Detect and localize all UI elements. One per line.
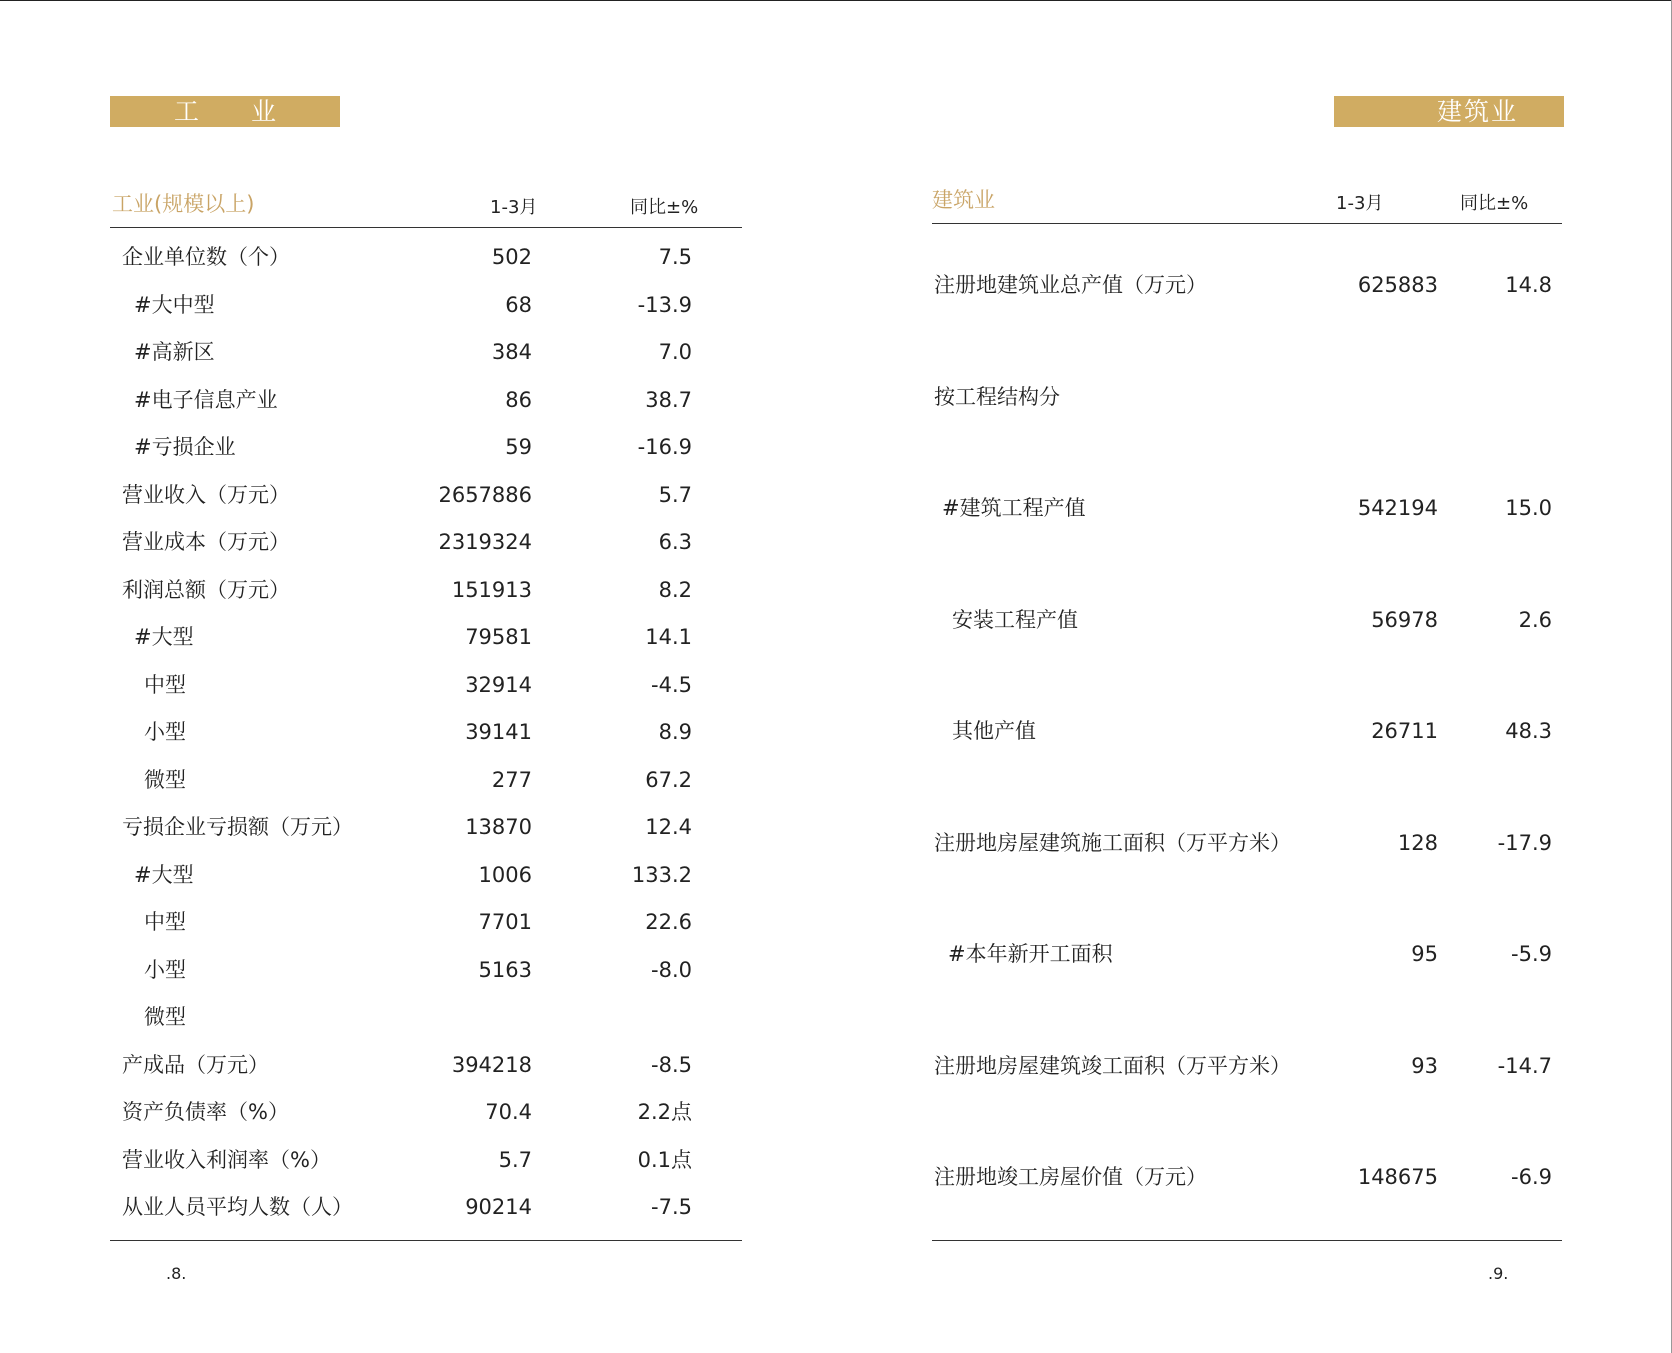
row-value: 68 [505,292,532,317]
row-label: 微型 [144,1005,186,1029]
row-value: 625883 [1357,273,1438,297]
row-yoy: 38.7 [645,387,692,412]
row-value: 277 [491,767,532,792]
row-value: 93 [1411,1053,1438,1078]
row-yoy: 5.7 [658,482,692,507]
table-row [122,480,702,510]
row-yoy: 8.9 [658,720,692,744]
row-value: 26711 [1371,719,1438,743]
row-value: 394218 [451,1052,532,1077]
table-row [122,432,702,462]
bottom-rule [110,1240,742,1241]
row-yoy: 15.0 [1505,496,1552,520]
table-row [122,622,702,652]
row-value: 542194 [1357,496,1438,520]
table-row [122,812,702,842]
table-row [934,605,1554,635]
row-yoy: -17.9 [1497,830,1552,855]
row-value: 86 [505,387,532,412]
row-yoy: 14.1 [645,625,692,649]
table-row [122,290,702,320]
table-title: 工业(规模以上) [112,192,255,216]
row-label: #本年新开工面积 [948,942,1113,966]
table-row [122,242,702,272]
row-value: 2657886 [438,482,532,507]
table-row [122,1050,702,1080]
table-row [122,527,702,557]
table-title: 建筑业 [932,188,995,212]
row-label: 资产负债率（%） [122,1100,289,1124]
row-label: 小型 [144,957,186,982]
row-label: 中型 [144,910,186,934]
row-label: 注册地建筑业总产值（万元） [934,273,1207,297]
row-label: 中型 [144,672,186,697]
row-label: 注册地竣工房屋价值（万元） [934,1165,1207,1189]
row-value: 502 [491,245,532,269]
row-value: 90214 [465,1195,532,1219]
row-label: 利润总额（万元） [122,577,290,602]
row-value: 384 [491,340,532,364]
table-row [122,1192,702,1222]
table-row [934,1051,1554,1081]
row-value: 2319324 [438,530,532,554]
row-yoy: 2.6 [1518,607,1552,632]
column-header-period: 1-3月 [490,197,538,218]
row-yoy: 12.4 [645,815,692,839]
row-value: 79581 [465,625,532,649]
row-yoy: 2.2点 [637,1100,692,1124]
row-label: #建筑工程产值 [942,496,1086,520]
row-yoy: 7.5 [658,245,692,269]
row-label: 营业成本（万元） [122,530,290,554]
header-rule [110,227,742,228]
row-yoy: 0.1点 [637,1147,692,1172]
row-yoy: -7.5 [651,1195,692,1219]
row-value: 5.7 [498,1147,532,1172]
bottom-rule [932,1240,1562,1241]
row-label: 从业人员平均人数（人） [122,1195,353,1219]
row-yoy: 8.2 [658,577,692,602]
row-label: 注册地房屋建筑施工面积（万平方米） [934,830,1291,855]
table-row [122,1145,702,1175]
row-value: 39141 [465,720,532,744]
row-yoy: -13.9 [637,292,692,317]
row-yoy: 22.6 [645,910,692,934]
row-value: 32914 [465,672,532,697]
row-yoy: -6.9 [1511,1165,1552,1189]
table-row [934,270,1554,300]
row-label: #大型 [134,862,194,887]
row-label: 企业单位数（个） [122,245,290,269]
column-header-yoy: 同比±% [630,197,699,218]
row-yoy: -5.9 [1511,942,1552,966]
row-yoy: 133.2 [631,862,692,887]
row-value: 5163 [478,957,532,982]
row-yoy: 67.2 [645,767,692,792]
row-label: #大型 [134,625,194,649]
row-label: 小型 [144,720,186,744]
table-header-construction [932,188,1562,218]
table-row [122,860,702,890]
row-label: 营业收入利润率（%） [122,1147,331,1172]
table-row [934,1162,1554,1192]
table-row [122,907,702,937]
table-row [122,670,702,700]
table-row [122,717,702,747]
row-label: 亏损企业亏损额（万元） [122,815,353,839]
section-banner-construction: 建筑业 [1334,96,1564,127]
row-value: 95 [1411,942,1438,966]
table-row [122,575,702,605]
row-label: #高新区 [134,340,215,364]
table-row [122,337,702,367]
row-label: 注册地房屋建筑竣工面积（万平方米） [934,1053,1291,1078]
row-label: 产成品（万元） [122,1052,269,1077]
table-row [934,382,1554,412]
row-yoy: -14.7 [1497,1053,1552,1078]
table-row [122,385,702,415]
page-number: .9. [1488,1264,1509,1283]
table-row [122,955,702,985]
row-label: 安装工程产值 [952,607,1078,632]
row-value: 128 [1397,830,1438,855]
table-row [934,493,1554,523]
table-row [122,1097,702,1127]
table-row [122,1002,702,1032]
row-yoy: 7.0 [658,340,692,364]
column-header-yoy: 同比±% [1460,193,1529,214]
row-yoy: -4.5 [651,672,692,697]
table-row [934,939,1554,969]
row-value: 148675 [1357,1165,1438,1189]
row-yoy: -8.5 [651,1052,692,1077]
row-label: 营业收入（万元） [122,482,290,507]
row-yoy: 6.3 [658,530,692,554]
table-row [122,765,702,795]
row-value: 151913 [451,577,532,602]
row-yoy: -8.0 [651,957,692,982]
row-value: 13870 [465,815,532,839]
column-header-period: 1-3月 [1336,193,1384,214]
row-label: 按工程结构分 [934,384,1060,409]
row-label: 其他产值 [952,719,1036,743]
row-label: #亏损企业 [134,435,236,459]
row-value: 59 [505,435,532,459]
row-value: 1006 [478,862,532,887]
table-header-industry [112,192,742,222]
page-right-construction [836,0,1672,1353]
table-row [934,716,1554,746]
table-row [934,828,1554,858]
header-rule [932,223,1562,224]
row-label: 微型 [144,767,186,792]
row-value: 70.4 [485,1100,532,1124]
row-yoy: -16.9 [637,435,692,459]
row-value: 56978 [1371,607,1438,632]
row-label: #电子信息产业 [134,387,278,412]
row-yoy: 48.3 [1505,719,1552,743]
page-number: .8. [166,1264,187,1283]
row-value: 7701 [478,910,532,934]
row-yoy: 14.8 [1505,273,1552,297]
section-banner-industry: 工 业 [110,96,340,127]
row-label: #大中型 [134,292,215,317]
